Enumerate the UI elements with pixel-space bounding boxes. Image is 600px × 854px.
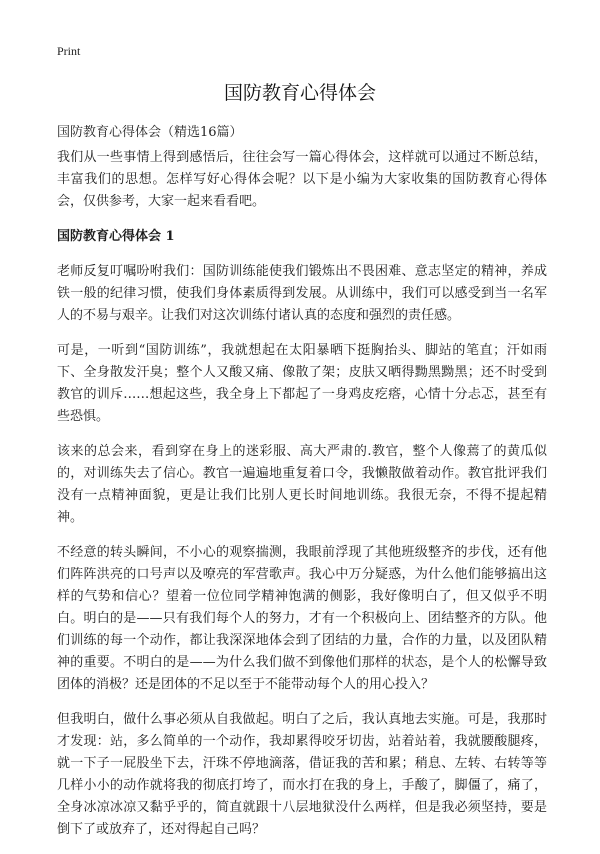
body-paragraph-1: 老师反复叮嘱吩咐我们：国防训练能使我们锻炼出不畏困难、意志坚定的精神，养成铁一般的纪律习惯，使我们身体素质得到发展。从训练中，我们可以感受到当一名军人的不易与艰辛。让我们对这次训练付诸认真的态度和强烈的责任感。 (57, 264, 547, 323)
page-title: 国防教育心得体会 (223, 82, 376, 104)
article-subtitle: 国防教育心得体会（精选16篇） (57, 125, 243, 140)
body-paragraph-5: 但我明白，做什么事必须从自我做起。明白了之后，我认真地去实施。可是，我那时才发现：站，多么简单的一个动作，我却累得咬牙切齿，站着站着，我就腰酸腿疼，就一下子一屁股坐下去，汗珠不停地滴落，借证我的苦和累；稍息、左转、右转等等几样小小的动作就将我的彻底打垮了，而水打在我的身上，手酸了，脚僵了，痛了，全身冰凉冰凉又黏乎乎的，简直就跟十八层地狱没什么两样，但是我必须坚持，要是倒下了或放弃了，还对得起自己吗？ (57, 712, 547, 837)
intro-paragraph: 我们从一些事情上得到感悟后，往往会写一篇心得体会，这样就可以通过不断总结，丰富我们的思想。怎样写好心得体会呢？以下是小编为大家收集的国防教育心得体会，仅供参考，大家一起来看看吧。 (57, 150, 547, 209)
print-link[interactable]: Print (57, 44, 81, 58)
article-body (57, 147, 547, 854)
body-paragraph-3: 该来的总会来，看到穿在身上的迷彩服、高大严肃的.教官，整个人像蔫了的黄瓜似的，对训练失去了信心。教官一遍遍地重复着口令，我懒散做着动作。教官批评我们没有一点精神面貌，更是让我们比别人更长时间地训练。我很无奈，不得不提起精神。 (57, 444, 547, 525)
body-paragraph-4: 不经意的转头瞬间，不小心的观察揣测，我眼前浮现了其他班级整齐的步伐，还有他们阵阵洪亮的口号声以及嘹亮的军营歌声。我心中万分疑惑，为什么他们能够搞出这样的气势和信心？望着一位位同学精神饱满的侧影，我好像明白了，但又似乎不明白。明白的是——只有我们每个人的努力，才有一个积极向上、团结整齐的方队。他们训练的每一个动作，都让我深深地体会到了团结的力量，合作的力量，以及团队精神的重要。不明白的是——为什么我们做不到像他们那样的状态，是个人的松懈导致团体的消极？还是团体的不足以至于不能带动每个人的用心投入？ (57, 545, 547, 692)
section-heading: 国防教育心得体会 1 (57, 229, 175, 244)
body-paragraph-2: 可是，一听到“国防训练”，我就想起在太阳暴晒下挺胸抬头、脚站的笔直；汗如雨下、全身散发汗臭；整个人又酸又痛、像散了架；皮肤又晒得黝黑黝黑；还不时受到教官的训斥……想起这些，我全身上下都起了一身鸡皮疙瘩，心情十分忐忑，甚至有些恐惧。 (57, 343, 547, 424)
